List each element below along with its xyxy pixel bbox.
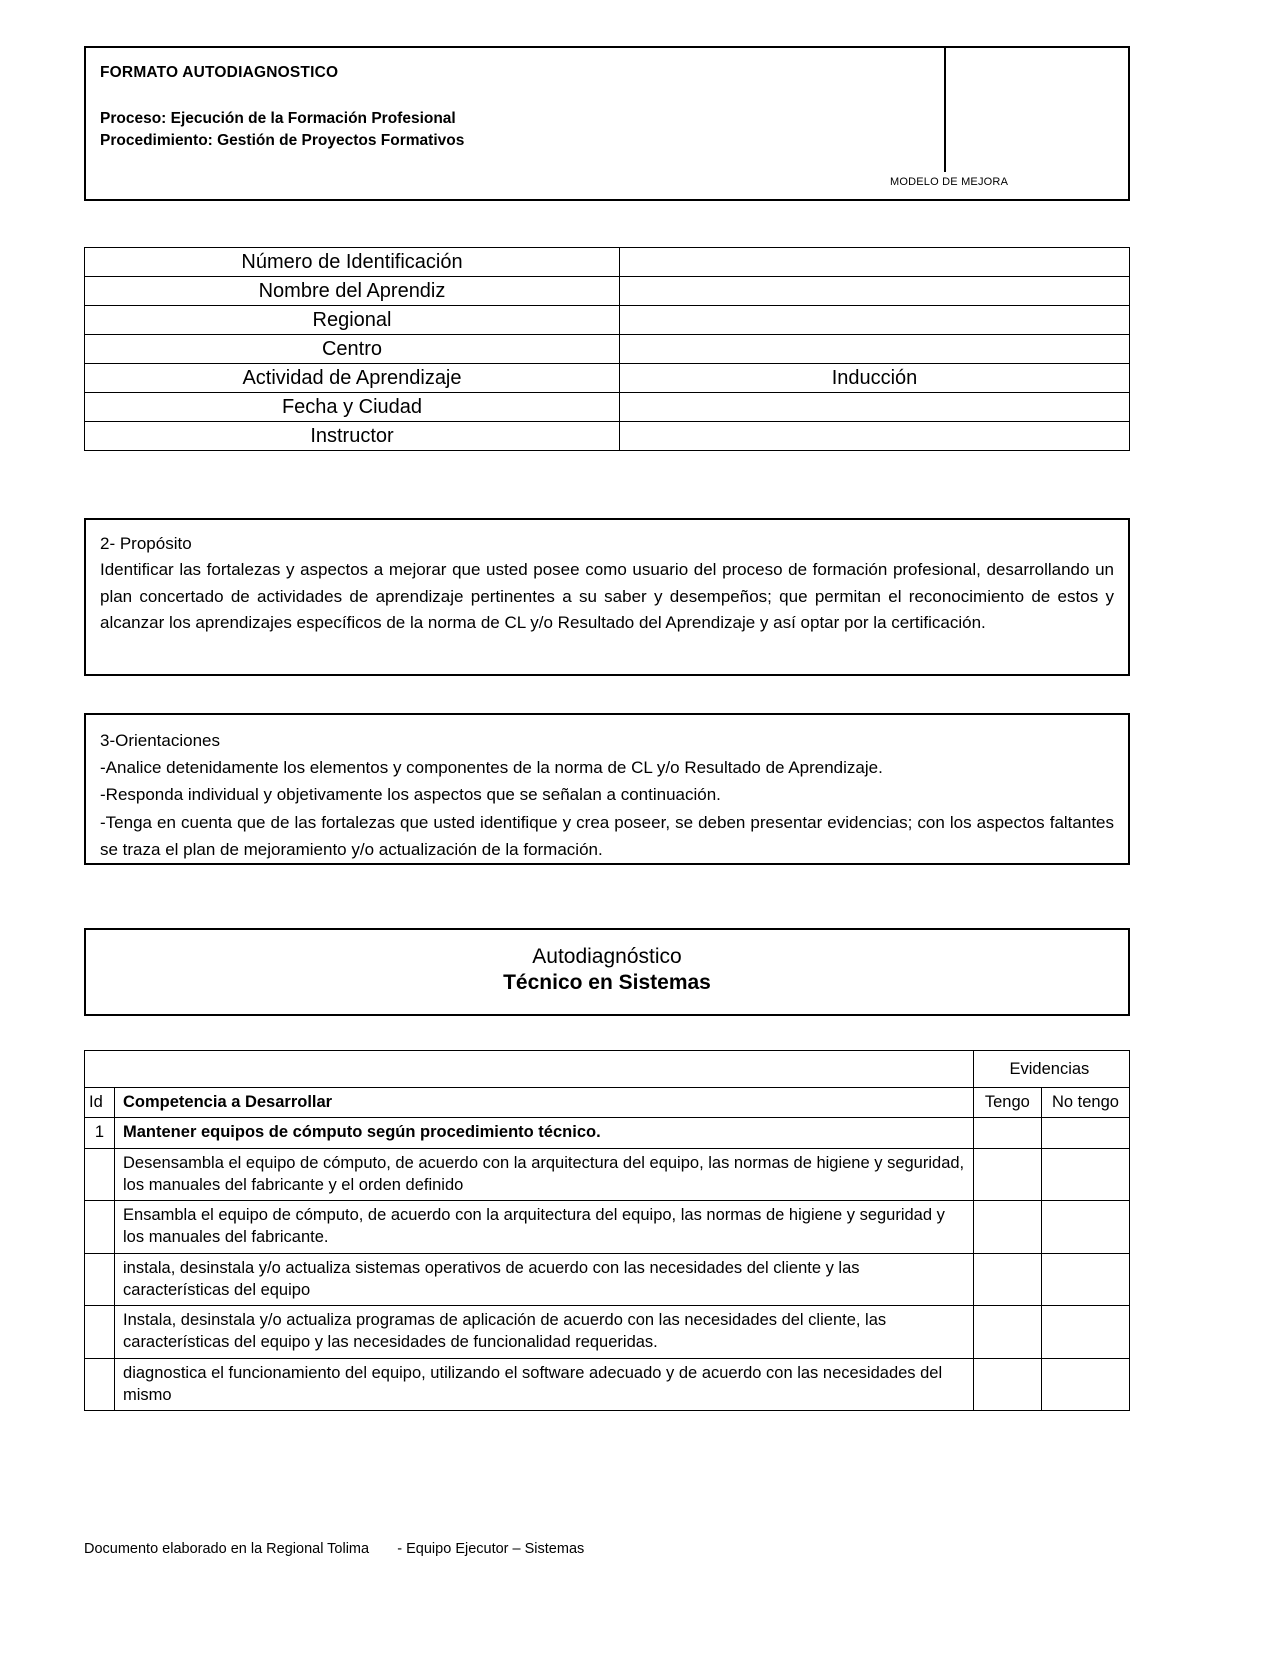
row-text-3: Ensambla el equipo de cómputo, de acuerdo con la arquitectura del equipo, las normas de higiene y seguridad y los manuales del fabricante. [115, 1201, 974, 1254]
row-id-3 [85, 1201, 115, 1254]
table-row [85, 277, 1130, 306]
row-text-1: Mantener equipos de cómputo según procedimiento técnico. [115, 1118, 974, 1148]
id-value-regional[interactable] [620, 306, 1130, 335]
row-tengo-checkbox-2[interactable] [973, 1148, 1041, 1201]
autodiagnostico-label: Autodiagnóstico [532, 945, 682, 968]
id-label-centro: Centro [85, 335, 620, 364]
column-header-id: Id [85, 1088, 115, 1118]
row-text-6: diagnostica el funcionamiento del equipo, utilizando el software adecuado y de acuerdo con las necesidades del mismo [115, 1358, 974, 1411]
orientaciones-box [84, 713, 1130, 865]
orientaciones-item-3: -Tenga en cuenta que de las fortalezas que usted identifique y crea poseer, se deben presentar evidencias; con los aspectos faltantes se traza el plan de mejoramiento y/o actualización de la formación. [100, 812, 1114, 859]
row-text-5: Instala, desinstala y/o actualiza programas de aplicación de acuerdo con las necesidades del cliente, las características del equipo y las necesidades de funcionalidad requeridas. [115, 1306, 974, 1359]
row-id-5 [85, 1306, 115, 1359]
table-row [85, 1306, 1130, 1359]
header-procedimiento: Procedimiento: Gestión de Proyectos Formativos [100, 132, 465, 150]
orientaciones-item-1: -Analice detenidamente los elementos y componentes de la norma de CL y/o Resultado de Aprendizaje. [100, 758, 883, 778]
id-value-nombre[interactable] [620, 277, 1130, 306]
id-label-regional: Regional [85, 306, 620, 335]
evidencias-spacer-cell [85, 1051, 974, 1088]
header-proceso: Proceso: Ejecución de la Formación Profesional [100, 110, 456, 127]
row-no-tengo-checkbox-6[interactable] [1041, 1358, 1129, 1411]
id-label-fecha: Fecha y Ciudad [85, 393, 620, 422]
row-id-2 [85, 1148, 115, 1201]
header-left-cell [84, 46, 946, 201]
table-row [85, 393, 1130, 422]
programa-label: Técnico en Sistemas [503, 971, 711, 995]
id-label-actividad: Actividad de Aprendizaje [85, 364, 620, 393]
id-value-numero[interactable] [620, 248, 1130, 277]
row-id-6 [85, 1358, 115, 1411]
table-row [85, 1253, 1130, 1306]
column-header-row [85, 1088, 1130, 1118]
id-value-fecha[interactable] [620, 393, 1130, 422]
row-tengo-checkbox-1[interactable] [973, 1118, 1041, 1148]
table-row [85, 306, 1130, 335]
modelo-de-mejora-label: MODELO DE MEJORA [890, 176, 1009, 188]
id-label-instructor: Instructor [85, 422, 620, 451]
row-text-2: Desensambla el equipo de cómputo, de acuerdo con la arquitectura del equipo, las normas de higiene y seguridad, los manuales del fabricante y el orden definido [115, 1148, 974, 1201]
row-no-tengo-checkbox-3[interactable] [1041, 1201, 1129, 1254]
id-value-instructor[interactable] [620, 422, 1130, 451]
table-row [85, 1148, 1130, 1201]
document-footer: Documento elaborado en la Regional Tolima - Equipo Ejecutor – Sistemas [84, 1541, 585, 1557]
row-no-tengo-checkbox-4[interactable] [1041, 1253, 1129, 1306]
table-row [85, 422, 1130, 451]
table-row [85, 248, 1130, 277]
proposito-body: Identificar las fortalezas y aspectos a mejorar que usted posee como usuario del proceso de formación profesional, desarrollando un plan concertado de actividades de aprendizaje pertinentes a su saber y desempeños; que permitan el reconocimiento de estos y alcanzar los aprendizajes específicos de la norma de CL y/o Resultado del Aprendizaje y así optar por la certificación. [100, 560, 1114, 633]
column-header-competencia: Competencia a Desarrollar [115, 1088, 974, 1118]
id-label-nombre: Nombre del Aprendiz [85, 277, 620, 306]
column-header-no-tengo: No tengo [1041, 1088, 1129, 1118]
id-value-actividad[interactable]: Inducción [620, 364, 1130, 393]
table-row [85, 1201, 1130, 1254]
table-row [85, 1118, 1130, 1148]
proposito-box [84, 518, 1130, 676]
evidencias-header-label: Evidencias [973, 1051, 1129, 1088]
id-label-numero: Número de Identificación [85, 248, 620, 277]
row-tengo-checkbox-5[interactable] [973, 1306, 1041, 1359]
evidencias-header-row [85, 1051, 1130, 1088]
column-header-tengo: Tengo [973, 1088, 1041, 1118]
table-row [85, 364, 1130, 393]
row-tengo-checkbox-6[interactable] [973, 1358, 1041, 1411]
row-id-4 [85, 1253, 115, 1306]
row-no-tengo-checkbox-1[interactable] [1041, 1118, 1129, 1148]
row-no-tengo-checkbox-2[interactable] [1041, 1148, 1129, 1201]
row-text-4: instala, desinstala y/o actualiza sistemas operativos de acuerdo con las necesidades del cliente y las características del equipo [115, 1253, 974, 1306]
row-tengo-checkbox-3[interactable] [973, 1201, 1041, 1254]
competencias-table [84, 1050, 1130, 1411]
row-id-1: 1 [85, 1118, 115, 1148]
id-value-centro[interactable] [620, 335, 1130, 364]
page-title: FORMATO AUTODIAGNOSTICO [100, 64, 339, 81]
autodiagnostico-title-box [84, 928, 1130, 1016]
proposito-heading: 2- Propósito [100, 534, 192, 553]
row-no-tengo-checkbox-5[interactable] [1041, 1306, 1129, 1359]
orientaciones-heading: 3-Orientaciones [100, 731, 221, 750]
orientaciones-item-2: -Responda individual y objetivamente los aspectos que se señalan a continuación. [100, 785, 721, 805]
table-row [85, 335, 1130, 364]
identification-table [84, 247, 1130, 451]
table-row [85, 1358, 1130, 1411]
row-tengo-checkbox-4[interactable] [973, 1253, 1041, 1306]
